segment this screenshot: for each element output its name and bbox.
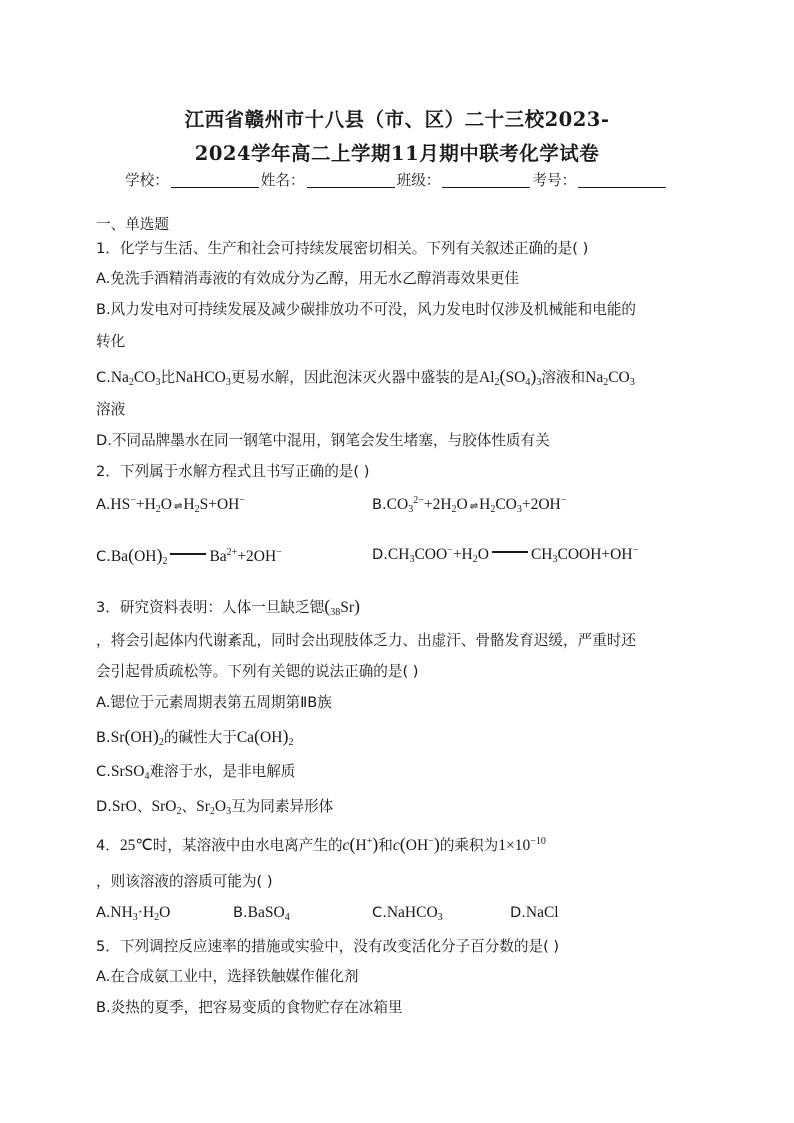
school-label: 学校：: [125, 172, 169, 189]
q1-option-c-line2: 溶液: [96, 401, 126, 418]
q3-option-d: D.SrO、SrO$_2$、$Sr_2O_3$互为同素异形体: [96, 798, 334, 817]
q4-stem-line2: ，则该溶液的溶质可能为( ): [96, 873, 273, 890]
q1-option-c-line1: $C.Na_2CO_3$比NaHCO$_3$更易水解，因此泡沫灭火器中盛装的是$Al_2(SO_4)_3$溶液和$Na_2CO_3$: [96, 366, 635, 388]
q5-stem: 5．下列调控反应速率的措施或实验中，没有改变活化分子百分数的是( ): [96, 938, 560, 955]
q1-stem: 1．化学与生活、生产和社会可持续发展密切相关。下列有关叙述正确的是( ): [96, 240, 589, 257]
q1-option-a: A.免洗手酒精消毒液的有效成分为乙醇，用无水乙醇消毒效果更佳: [96, 270, 519, 287]
q4-stem-line1: 4．25℃时，某溶液中由水电离产生的c(H+)和c(OH−)的乘积为$1\times 10^{-10}$: [96, 834, 546, 854]
q1-option-b-line2: 转化: [96, 333, 126, 350]
exam-no-label: 考号：: [532, 172, 577, 189]
title-line-1: 江西省赣州市十八县（市、区）二十三校2023-: [184, 108, 610, 131]
q3-option-a: A.锶位于元素周期表第五周期第ⅡB族: [96, 694, 332, 711]
q1-option-d: D.不同品牌墨水在同一钢笔中混用，钢笔会发生堵塞，与胶体性质有关: [96, 432, 550, 449]
q4-option-d: D.NaCl: [510, 904, 559, 921]
q4-option-c: C.NaHCO$_3$: [372, 904, 443, 923]
section-heading: 一、单选题: [96, 216, 169, 233]
exam-no-field[interactable]: [578, 173, 666, 188]
q1-option-b-line1: B.风力发电对可持续发展及减少碳排放功不可没，风力发电时仅涉及机械能和电能的: [96, 301, 637, 318]
q4-option-a: $A.NH_3\cdot H_2O$: [96, 904, 171, 923]
q2-option-b: $B.CO_3^{2-}+2H_2O$ ⇌ $H_2CO_3+2OH^-$: [372, 495, 567, 515]
name-field[interactable]: [307, 173, 395, 188]
q3-stem-line1: 3．研究资料表明：人体一旦缺乏锶$(_{38}Sr)$: [96, 596, 360, 618]
q3-option-c: C.SrSO$_4$难溶于水，是非电解质: [96, 763, 296, 782]
q3-stem-line3: 会引起骨质疏松等。下列有关锶的说法正确的是( ): [96, 663, 419, 680]
q5-option-b: B.炎热的夏季，把容易变质的食物贮存在冰箱里: [96, 999, 403, 1016]
q3-option-b: $B.Sr(OH)_2$的碱性大于$Ca(OH)_2$: [96, 726, 294, 748]
q4-option-b: B.BaSO$_4$: [233, 904, 290, 923]
q2-option-a: $A.HS^-+H_2O$ ⇌ $H_2S+OH^-$: [96, 495, 245, 515]
q2-option-c: $C.Ba(OH)_2$ $Ba^{2+}+2OH^-$: [96, 545, 282, 567]
q5-option-a: A.在合成氨工业中，选择铁触媒作催化剂: [96, 968, 359, 985]
title-line-2: 2024学年高二上学期11月期中联考化学试卷: [194, 142, 600, 165]
student-info-row: [125, 172, 668, 190]
class-field[interactable]: [442, 173, 530, 188]
class-label: 班级：: [396, 172, 441, 189]
name-label: 姓名：: [260, 172, 305, 189]
school-field[interactable]: [171, 173, 259, 188]
q2-stem: 2．下列属于水解方程式且书写正确的是( ): [96, 463, 370, 480]
q3-stem-line2: ，将会引起体内代谢紊乱，同时会出现肢体乏力、出虚汗、骨骼发育迟缓，严重时还: [96, 632, 636, 649]
q2-option-d: $D.CH_3COO^-+H_2O$ $CH_3COOH+OH^-$: [372, 545, 639, 565]
